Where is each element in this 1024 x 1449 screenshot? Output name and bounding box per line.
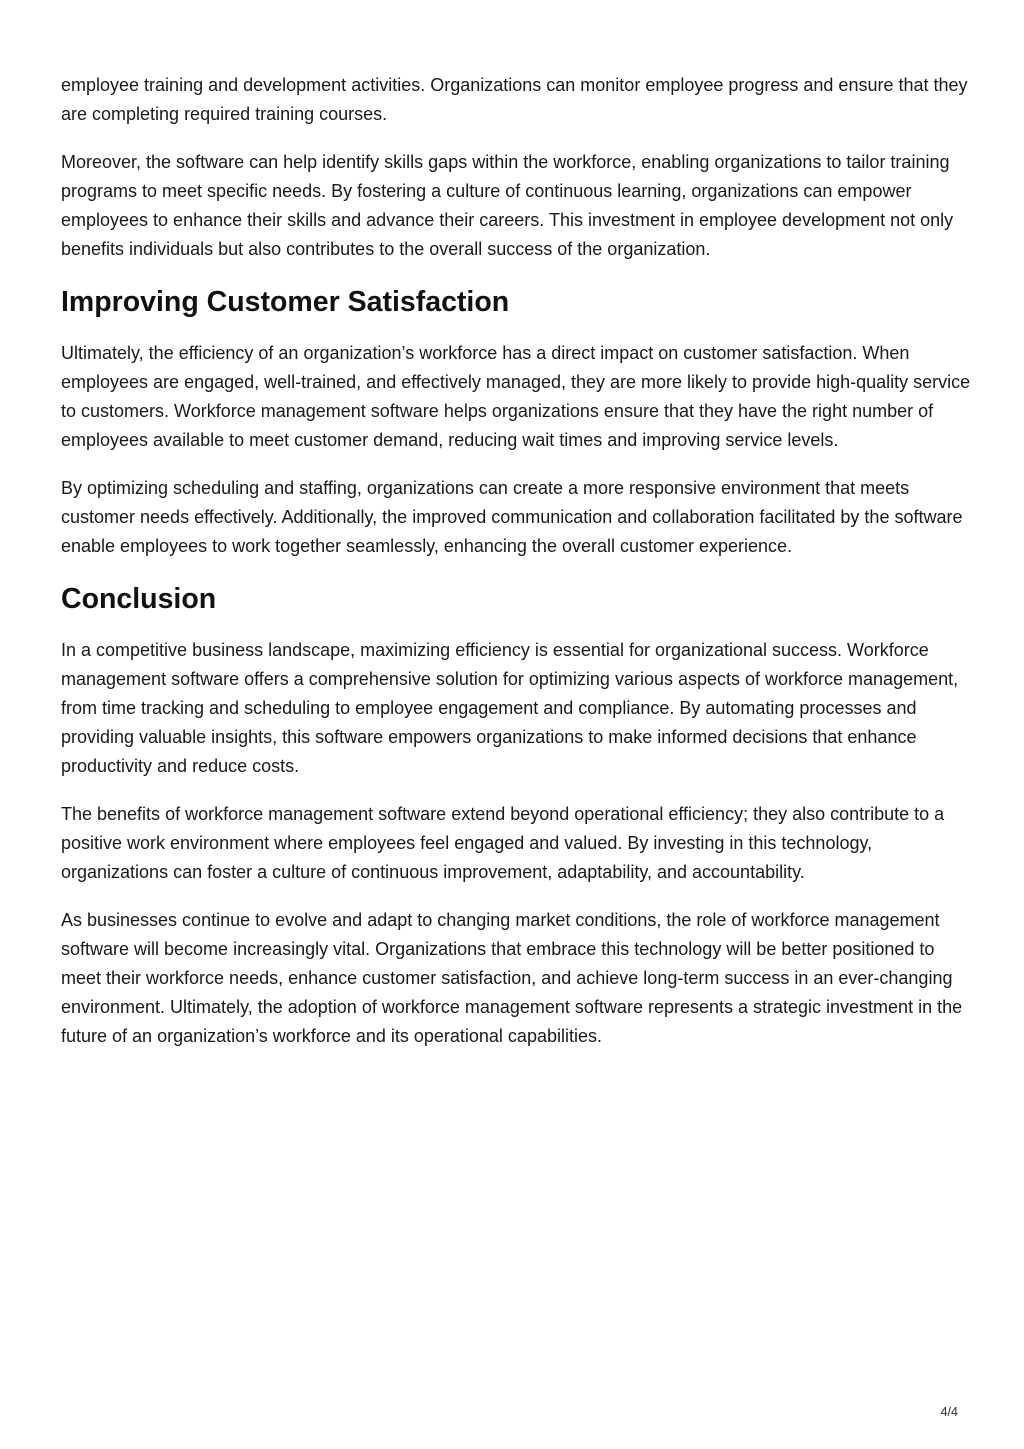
paragraph-customer-satisfaction-impact: Ultimately, the efficiency of an organization’s workforce has a direct impact on customer satisfaction. When employees are engaged, well-trained, and effectively managed, they are more likely to provide high-quality service to customers. Workforce management software helps organizations ensure that they have the right number of employees available to meet customer demand, reducing wait times and improving service levels. xyxy=(61,343,971,450)
page-number: 4/4 xyxy=(940,1405,958,1419)
heading-conclusion: Conclusion xyxy=(61,583,217,615)
document-page xyxy=(61,71,971,1070)
paragraph-training-continuation: employee training and development activities. Organizations can monitor employee progress and ensure that they are completing required training courses. xyxy=(61,75,968,124)
paragraph-skills-gaps: Moreover, the software can help identify skills gaps within the workforce, enabling organizations to tailor training programs to meet specific needs. By fostering a culture of continuous learning, organizations can empower employees to enhance their skills and advance their careers. This investment in employee development not only benefits individuals but also contributes to the overall success of the organization. xyxy=(61,152,954,259)
paragraph-conclusion-benefits: The benefits of workforce management software extend beyond operational efficiency; they also contribute to a positive work environment where employees feel engaged and valued. By investing in this technology, organizations can foster a culture of continuous improvement, adaptability, and accountability. xyxy=(61,804,945,882)
paragraph-conclusion-future: As businesses continue to evolve and adapt to changing market conditions, the role of workforce management software will become increasingly vital. Organizations that embrace this technology will be better positioned to meet their workforce needs, enhance customer satisfaction, and achieve long-term success in an ever-changing environment. Ultimately, the adoption of workforce management software represents a strategic investment in the future of an organization’s workforce and its operational capabilities. xyxy=(61,910,963,1046)
paragraph-scheduling-staffing: By optimizing scheduling and staffing, organizations can create a more responsive environment that meets customer needs effectively. Additionally, the improved communication and collaboration facilitated by the software enable employees to work together seamlessly, enhancing the overall customer experience. xyxy=(61,478,963,556)
paragraph-conclusion-efficiency: In a competitive business landscape, maximizing efficiency is essential for organizational success. Workforce management software offers a comprehensive solution for optimizing various aspects of workforce management, from time tracking and scheduling to employee engagement and compliance. By automating processes and providing valuable insights, this software empowers organizations to make informed decisions that enhance productivity and reduce costs. xyxy=(61,640,959,776)
heading-improving-customer-satisfaction: Improving Customer Satisfaction xyxy=(61,286,510,318)
